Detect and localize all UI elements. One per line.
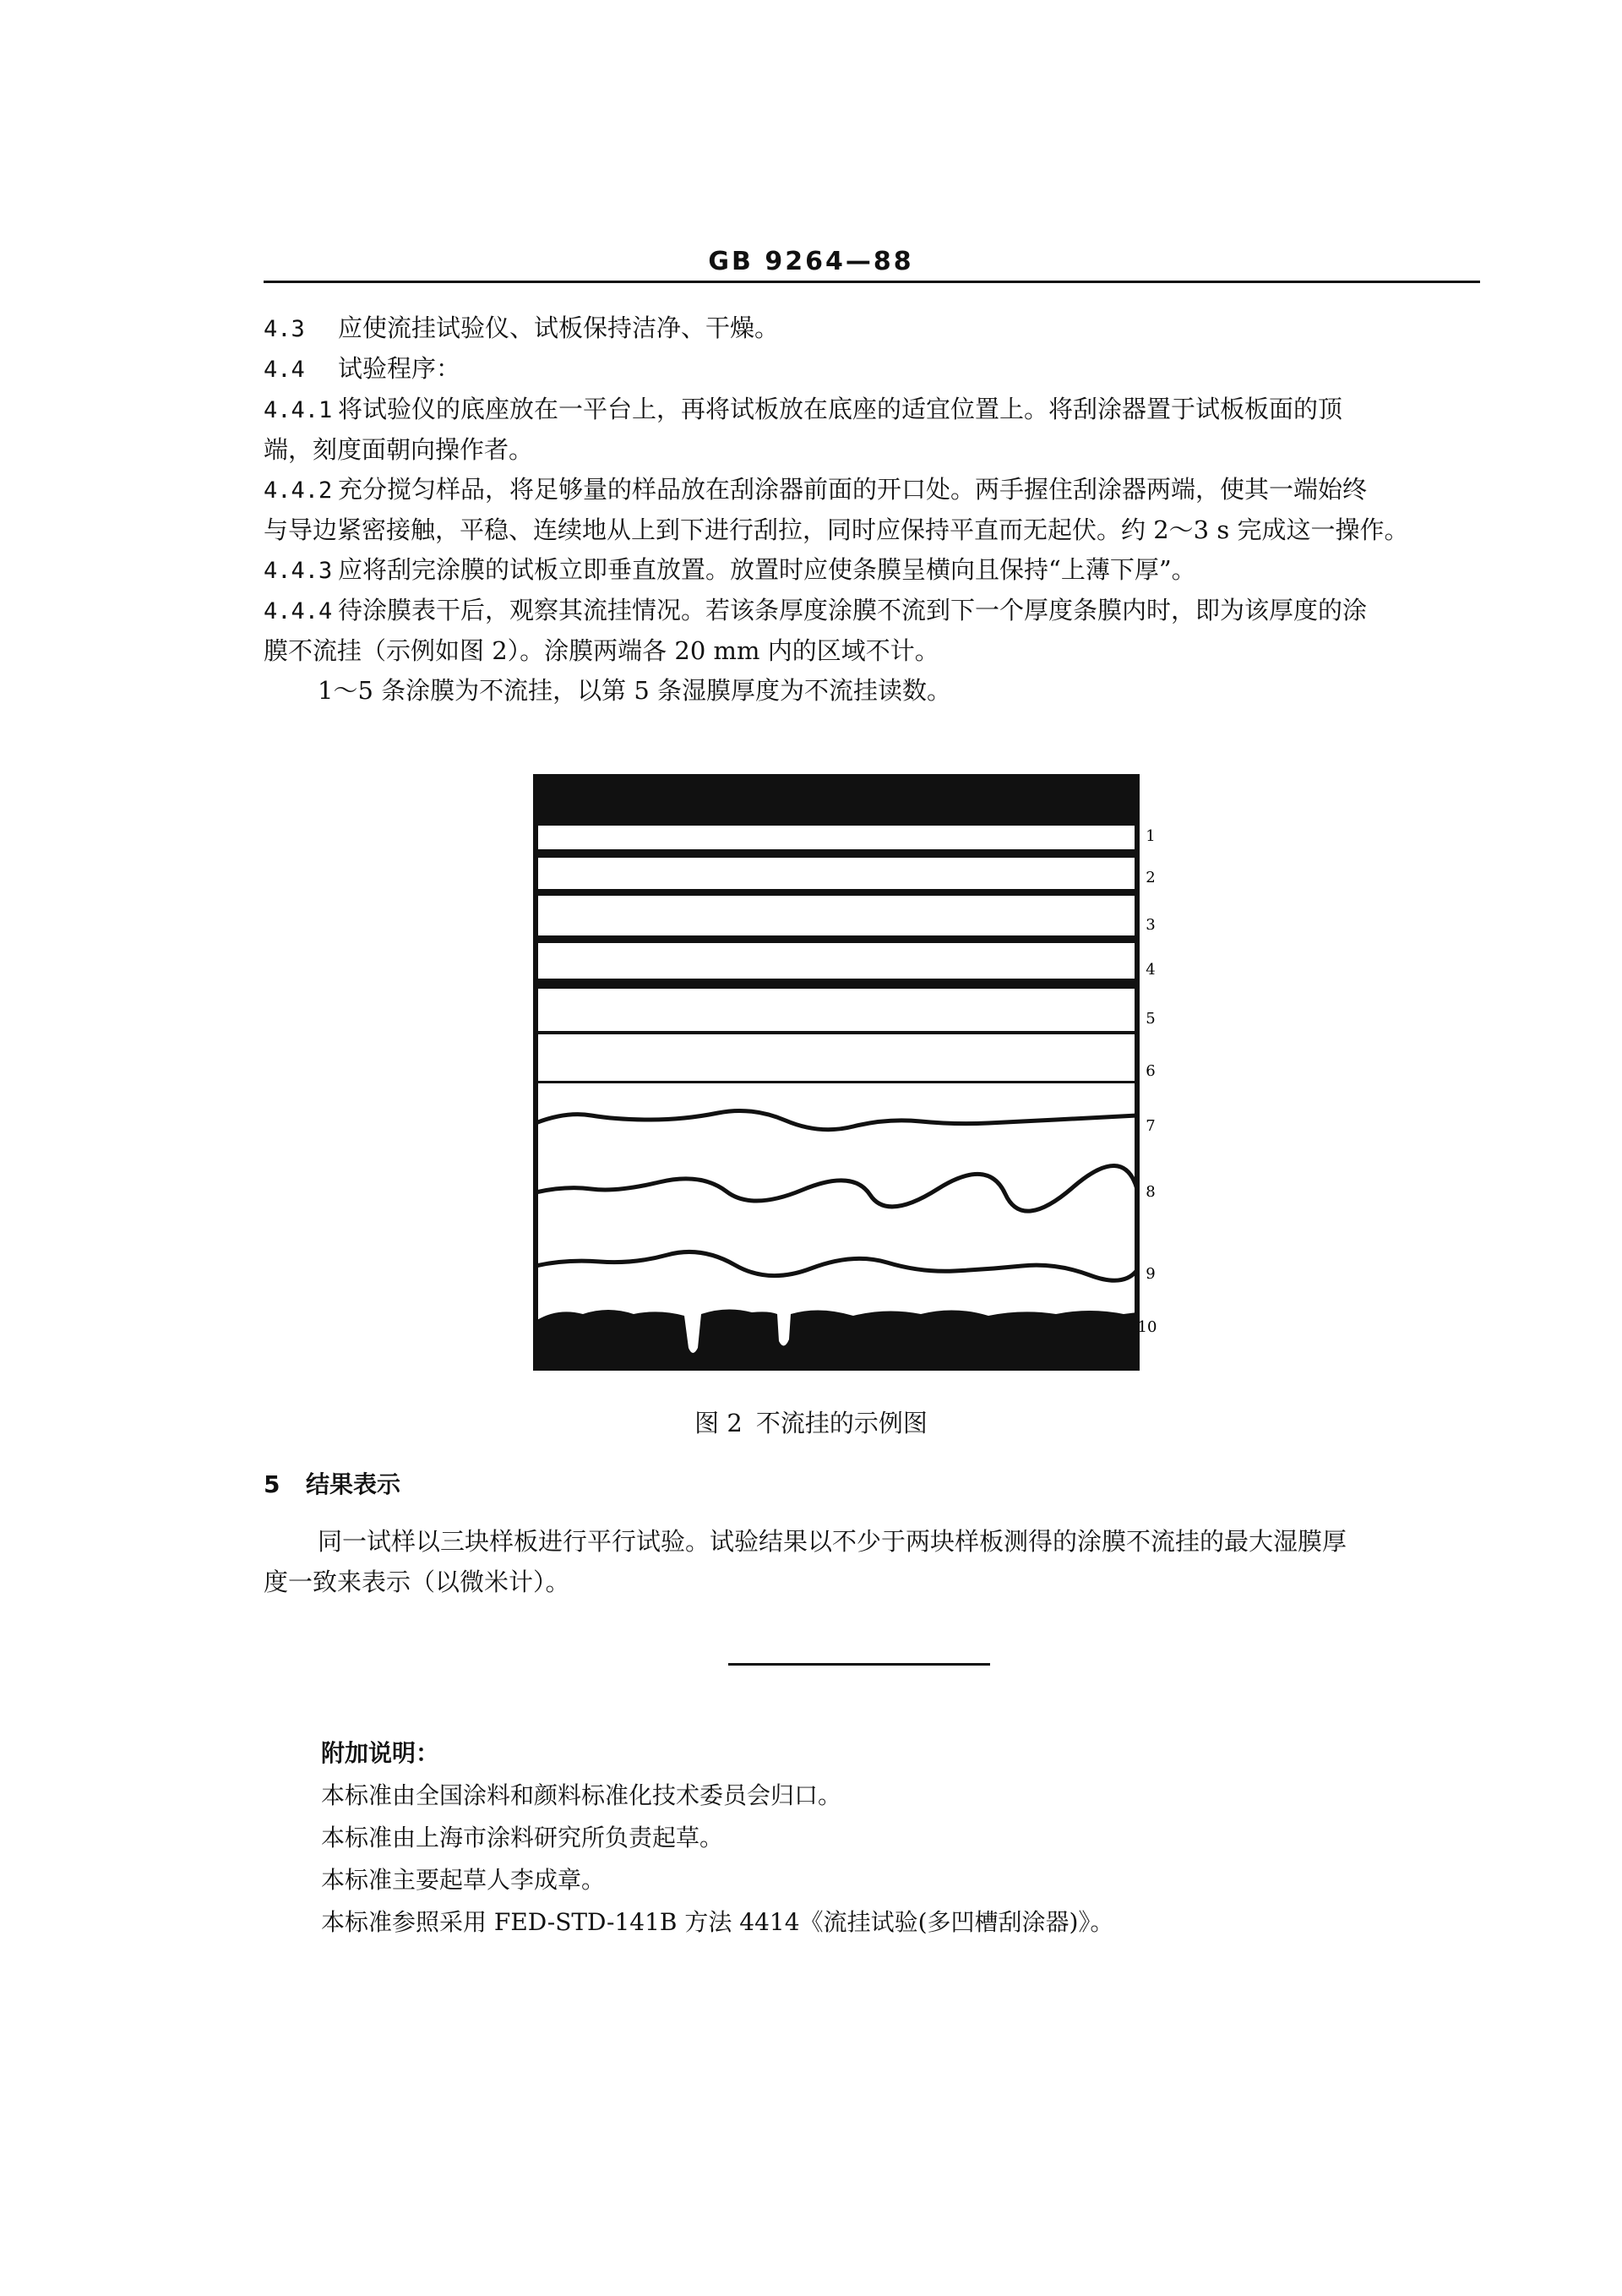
stripe-label-10: 10 [1137, 1318, 1157, 1336]
stripe-label-4: 4 [1146, 961, 1156, 979]
clause-text: 待涂膜表干后，观察其流挂情况。若该条厚度涂膜不流到下一个厚度条膜内时，即为该厚度的涂 [338, 596, 1368, 624]
stripe-3-edge [536, 935, 1137, 943]
figure-title: 不流挂的示例图 [755, 1409, 928, 1437]
additional-notes [321, 1732, 1113, 1944]
stripe-2-edge [536, 889, 1137, 896]
section-5-heading [264, 1466, 400, 1500]
stripe-6-edge [536, 1081, 1137, 1083]
clause-4-4-2-cont: 与导边紧密接触，平稳、连续地从上到下进行刮拉，同时应保持平直而无起伏。约 2～3 s 完成这一操作。 [264, 515, 1409, 544]
clause-text: 应使流挂试验仪、试板保持洁净、干燥。 [338, 314, 780, 342]
clause-text: 将试验仪的底座放在一平台上，再将试板放在底座的适宜位置上。将刮涂器置于试板板面的顶 [338, 395, 1343, 423]
stripe-label-3: 3 [1146, 916, 1156, 934]
stripe-label-5: 5 [1146, 1010, 1156, 1028]
notes-title: 附加说明： [321, 1739, 440, 1767]
stripe-label-8: 8 [1146, 1183, 1156, 1201]
end-rule [728, 1663, 990, 1666]
result-line-1: 同一试样以三块样板进行平行试验。试验结果以不少于两块样板测得的涂膜不流挂的最大湿膜厚 [318, 1527, 1347, 1556]
note-line-4: 本标准参照采用 FED-STD-141B 方法 4414《流挂试验(多凹槽刮涂器)》。 [321, 1908, 1114, 1936]
sag-test-panel-drawing [532, 773, 1157, 1407]
clause-4-4-4-cont: 膜不流挂（示例如图 2）。涂膜两端各 20 mm 内的区域不计。 [264, 636, 939, 665]
stripe-1-edge [536, 849, 1137, 858]
sag-test-figure [532, 773, 1157, 1407]
procedure-text [264, 308, 1480, 711]
clause-4-4-1 [264, 390, 1480, 430]
note-line-1: 本标准由全国涂料和颜料标准化技术委员会归口。 [321, 1781, 842, 1809]
stripe-label-9: 9 [1146, 1265, 1156, 1283]
stripe-10-heavy-sag [536, 1309, 1137, 1368]
clause-number: 4.4.3 [264, 558, 333, 584]
clause-4-3 [264, 308, 1480, 349]
clause-number: 4.3 [264, 316, 305, 342]
standard-code-header: GB 9264—88 [708, 247, 914, 276]
stripe-label-7: 7 [1146, 1117, 1156, 1135]
stripe-4-edge [536, 979, 1137, 989]
clause-number: 4.4.2 [264, 477, 333, 504]
stripe-7-sag-edge [536, 1110, 1137, 1129]
clause-text: 充分搅匀样品，将足够量的样品放在刮涂器前面的开口处。两手握住刮涂器两端，使其一端始终 [338, 475, 1368, 504]
stripe-9-sag-edge [536, 1252, 1137, 1280]
clause-number: 4.4.4 [264, 598, 333, 624]
clause-number: 4.4 [264, 357, 305, 383]
clause-text: 应将刮完涂膜的试板立即垂直放置。放置时应使条膜呈横向且保持“上薄下厚”。 [338, 555, 1196, 584]
note-line-2: 本标准由上海市涂料研究所负责起草。 [321, 1824, 724, 1852]
stripe-5-edge [536, 1031, 1137, 1034]
panel-border [536, 777, 1137, 1368]
clause-text: 试验程序： [338, 354, 461, 383]
note-line-3: 本标准主要起草人李成章。 [321, 1866, 606, 1894]
stripe-label-1: 1 [1146, 827, 1156, 845]
clause-4-4 [264, 349, 1480, 390]
clause-4-4-3 [264, 550, 1480, 591]
top-band [536, 777, 1137, 826]
header-rule [264, 281, 1480, 283]
stripe-8-sag-edge [536, 1165, 1137, 1211]
reading-note: 1～5 条涂膜为不流挂，以第 5 条湿膜厚度为不流挂读数。 [318, 676, 952, 705]
clause-4-4-2 [264, 470, 1480, 510]
clause-4-4-4 [264, 591, 1480, 631]
section-5-body [264, 1521, 1480, 1602]
stripe-label-2: 2 [1146, 869, 1156, 886]
section-title: 结果表示 [306, 1470, 401, 1498]
stripe-label-6: 6 [1146, 1062, 1156, 1080]
result-line-2: 度一致来表示（以微米计）。 [264, 1568, 570, 1596]
figure-caption [0, 1404, 1622, 1439]
clause-4-4-1-cont: 端，刻度面朝向操作者。 [264, 435, 534, 464]
section-number: 5 [264, 1470, 280, 1498]
clause-number: 4.4.1 [264, 397, 333, 423]
figure-number: 图 2 [694, 1409, 743, 1437]
